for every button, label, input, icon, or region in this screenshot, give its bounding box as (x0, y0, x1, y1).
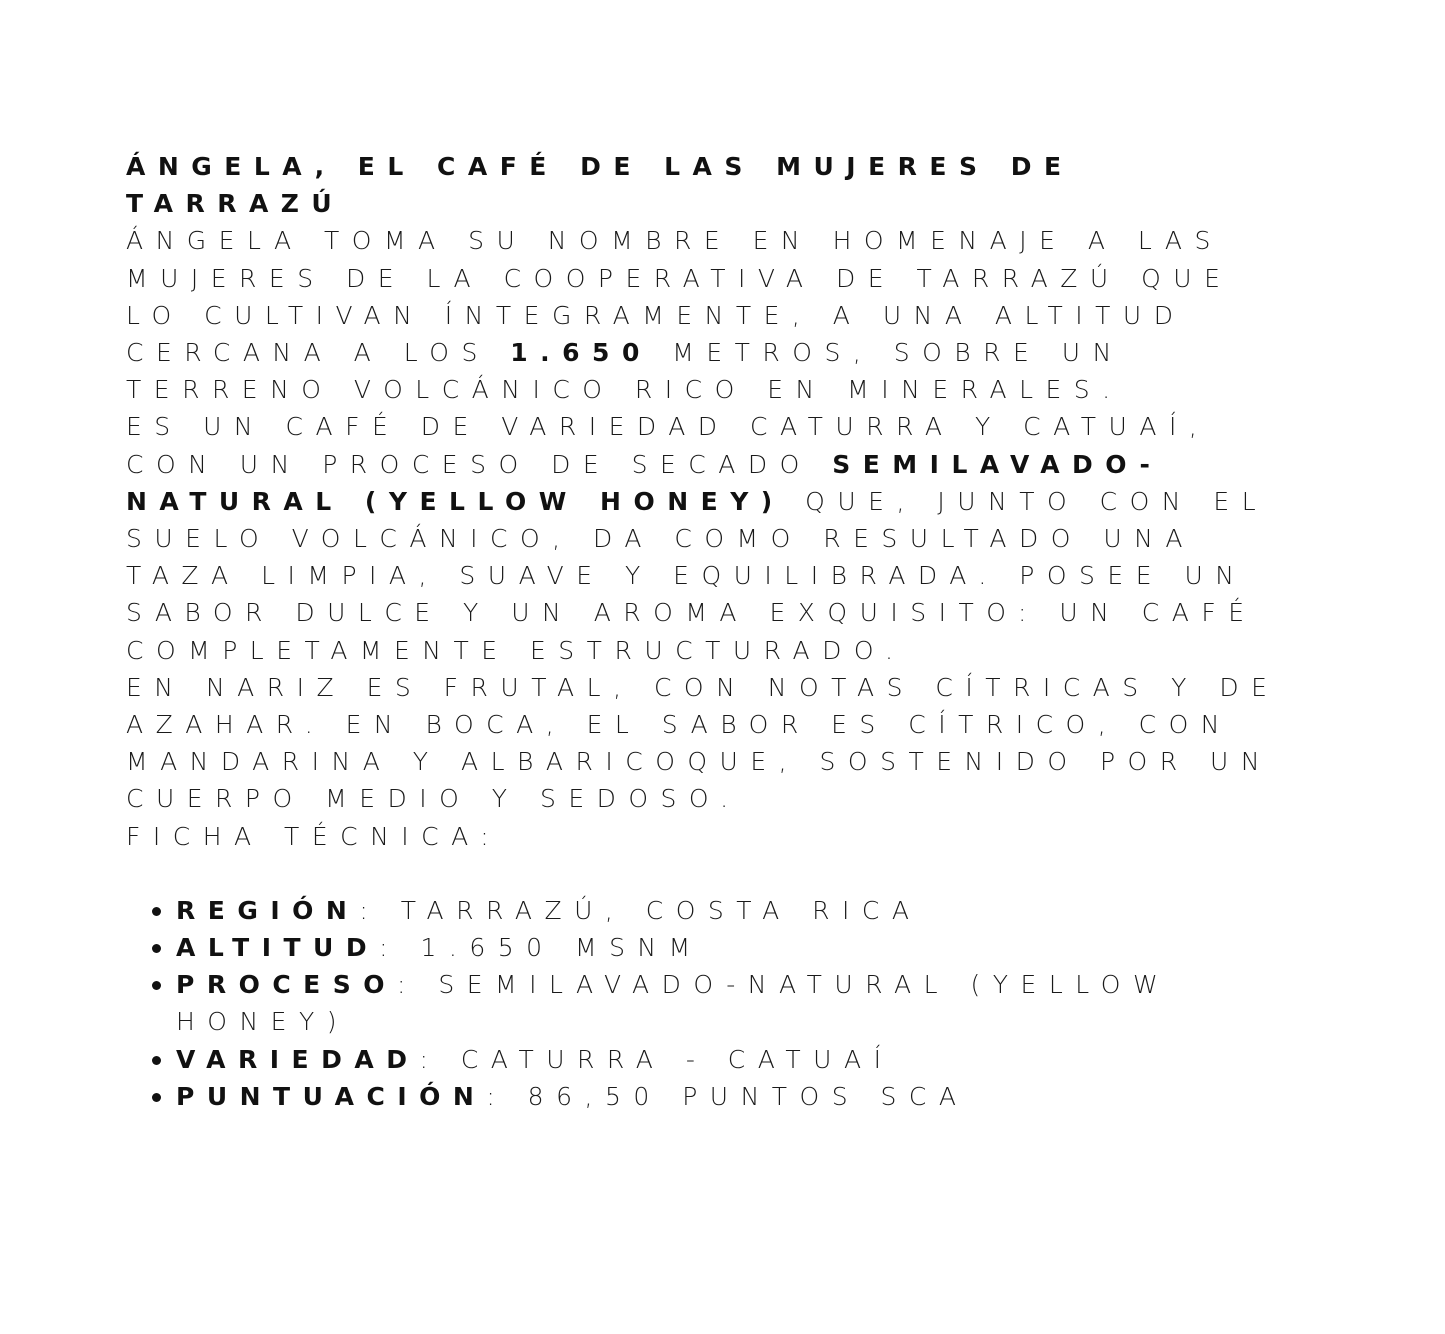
spec-label: REGIÓN (176, 895, 360, 925)
spec-label: PROCESO (176, 970, 398, 1000)
ficha-label: FICHA TÉCNICA: (126, 821, 502, 851)
paragraph-process (126, 408, 1306, 668)
bullet-icon (152, 1056, 161, 1065)
paragraph-origin (126, 222, 1306, 408)
bullet-icon (152, 1093, 161, 1102)
altitude-highlight: 1.650 (510, 338, 652, 368)
spec-value: : 86,50 PUNTOS SCA (486, 1081, 969, 1111)
bullet-icon (152, 981, 161, 990)
spec-item-variety (150, 1041, 1290, 1078)
paragraph-origin-text: ÁNGELA TOMA SU NOMBRE EN HOMENAJE A LAS MUJERES DE LA COOPERATIVA DE TARRAZÚ QUE LO CULTIVAN ÍNTEGRAMENTE, A UNA ALTITUD CERCANA A LOS (126, 226, 1233, 368)
process-highlight: SEMILAVADO-NATURAL (YELLOW HONEY) (126, 449, 1163, 516)
spec-item-process (150, 966, 1290, 1040)
spec-value: : SEMILAVADO-NATURAL (YELLOW HONEY) (176, 970, 1171, 1037)
spec-label: VARIEDAD (176, 1044, 420, 1074)
spec-value: : 1.650 MSNM (379, 933, 703, 963)
spec-item-score (150, 1078, 1290, 1115)
product-description (126, 148, 1306, 1115)
spec-label: ALTITUD (176, 933, 380, 963)
paragraph-origin-end: METROS, SOBRE UN TERRENO VOLCÁNICO RICO EN MINERALES. (126, 338, 1124, 405)
paragraph-tasting: EN NARIZ ES FRUTAL, CON NOTAS CÍTRICAS Y DE AZAHAR. EN BOCA, EL SABOR ES CÍTRICO, CON MANDARINA Y ALBARICOQUE, SOSTENIDO POR UN CUERPO MEDIO Y SEDOSO. (126, 672, 1280, 814)
spec-item-region (150, 892, 1290, 929)
paragraph-process-text: ES UN CAFÉ DE VARIEDAD CATURRA Y CATUAÍ, CON UN PROCESO DE SECADO (126, 412, 1210, 479)
page-title: ÁNGELA, EL CAFÉ DE LAS MUJERES DE TARRAZÚ (126, 152, 1074, 219)
spec-value: : TARRAZÚ, COSTA RICA (359, 895, 922, 925)
spacer (126, 855, 1306, 892)
spec-value: : CATURRA - CATUAÍ (419, 1044, 894, 1074)
paragraph-process-end: QUE, JUNTO CON EL SUELO VOLCÁNICO, DA COMO RESULTADO UNA TAZA LIMPIA, SUAVE Y EQUILIBRADA. POSEE UN SABOR DULCE Y UN AROMA EXQUISITO: UN CAFÉ COMPLETAMENTE ESTRUCTURADO. (126, 486, 1269, 665)
spec-item-altitude (150, 929, 1290, 966)
bullet-icon (152, 944, 161, 953)
specs-list (126, 892, 1290, 1115)
spec-label: PUNTUACIÓN (176, 1081, 487, 1111)
bullet-icon (152, 907, 161, 916)
